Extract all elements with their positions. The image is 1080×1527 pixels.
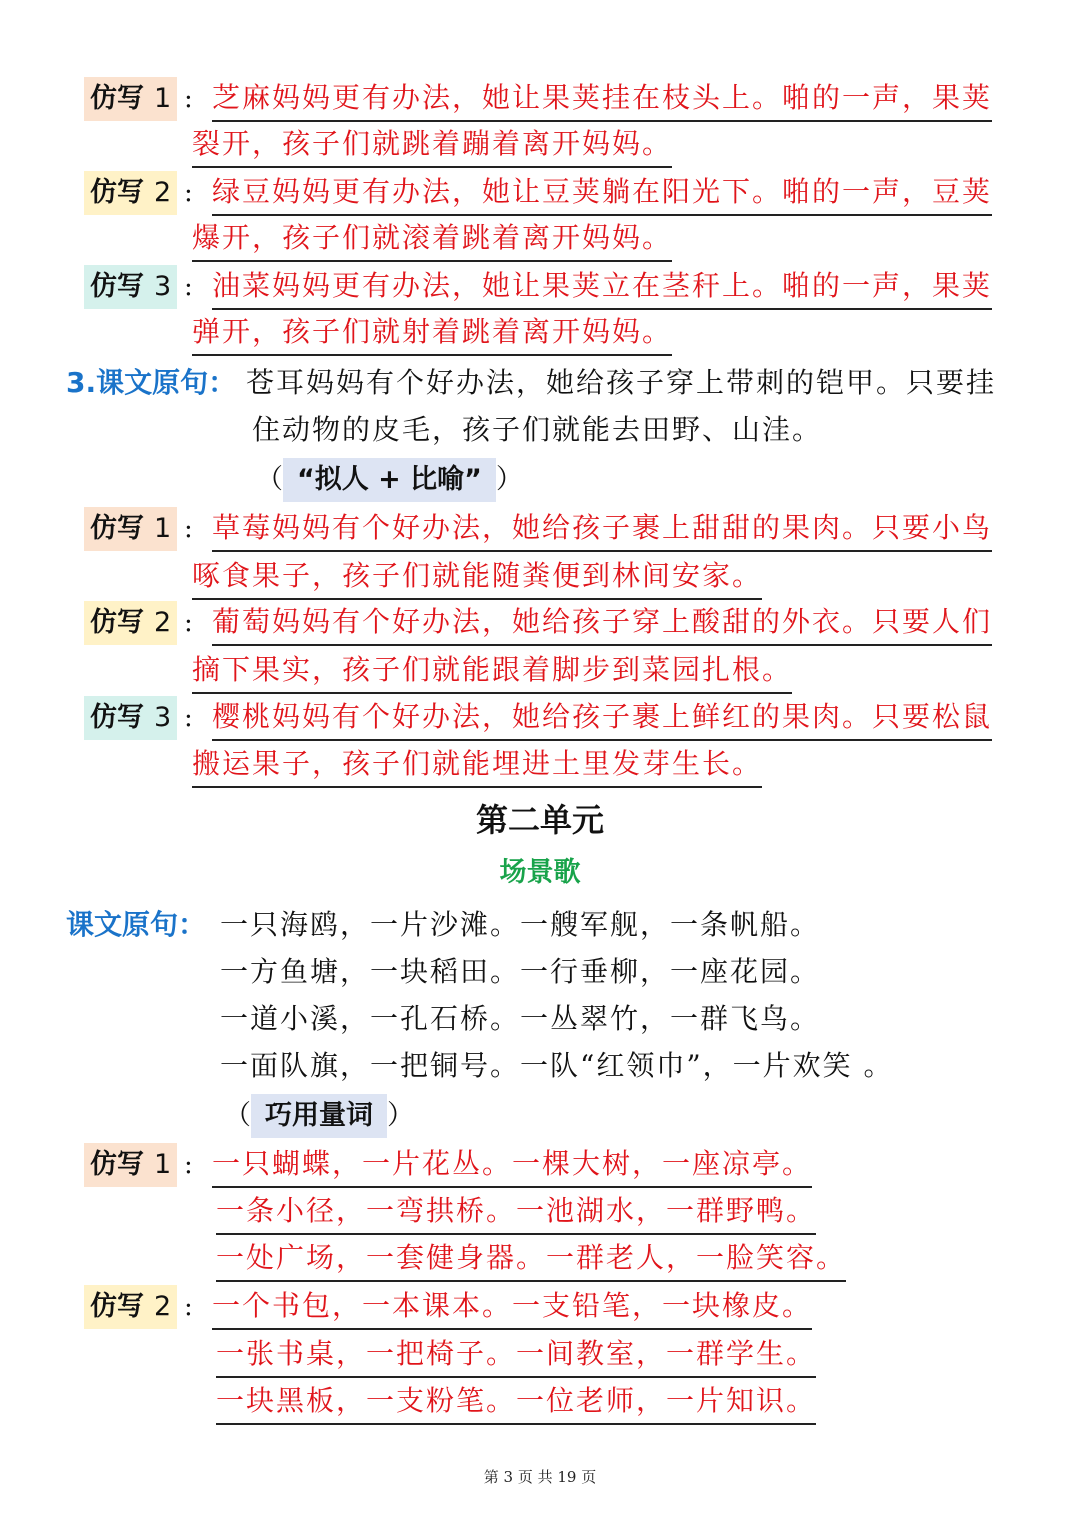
technique-hint-box: “拟人 + 比喻”	[283, 458, 496, 502]
colon: :	[184, 608, 193, 638]
imitation-line: 一条小径，一弯拱桥。一池湖水，一群野鸭。	[216, 1191, 816, 1235]
imitation-line: 樱桃妈妈有个好办法，她给孩子裹上鲜红的果肉。只要松鼠	[212, 697, 992, 741]
technique-hint-box: 巧用量词	[251, 1094, 387, 1138]
imitation-tag-number: 1	[154, 83, 172, 114]
colon: :	[184, 84, 193, 114]
imitation-tag-label: 仿写	[90, 83, 144, 114]
technique-hint	[256, 458, 523, 502]
colon: :	[184, 514, 193, 544]
imitation-tag	[84, 1285, 177, 1329]
lesson-title: 场景歌	[499, 857, 581, 888]
imitation-line: 弹开，孩子们就射着跳着离开妈妈。	[192, 312, 672, 356]
imitation-line: 一只蝴蝶，一片花丛。一棵大树，一座凉亭。	[212, 1144, 812, 1188]
imitation-tag-label: 仿写	[90, 702, 144, 733]
imitation-tag	[84, 601, 177, 645]
imitation-line: 一张书桌，一把椅子。一间教室，一群学生。	[216, 1334, 816, 1378]
colon: :	[184, 1292, 193, 1322]
imitation-tag	[84, 1143, 177, 1187]
hint-bracket-close: ）	[495, 464, 523, 495]
imitation-line: 一处广场，一套健身器。一群老人，一脸笑容。	[216, 1238, 846, 1282]
imitation-tag	[84, 77, 177, 121]
original-sentence-line: 一方鱼塘，一块稻田。一行垂柳，一座花园。	[220, 955, 821, 988]
imitation-tag-number: 2	[154, 607, 172, 638]
imitation-line: 芝麻妈妈更有办法，她让果荚挂在枝头上。啪的一声，果荚	[212, 78, 992, 122]
imitation-line: 爆开，孩子们就滚着跳着离开妈妈。	[192, 218, 672, 262]
imitation-line: 一个书包，一本课本。一支铅笔，一块橡皮。	[212, 1286, 812, 1330]
imitation-line: 摘下果实，孩子们就能跟着脚步到菜园扎根。	[192, 650, 792, 694]
imitation-tag-number: 3	[154, 271, 172, 302]
technique-hint	[224, 1094, 414, 1138]
hint-bracket-close: ）	[387, 1100, 414, 1131]
imitation-tag-number: 1	[154, 1149, 172, 1180]
imitation-tag-number: 2	[154, 177, 172, 208]
original-sentence-label: 课文原句：	[66, 908, 207, 941]
imitation-line: 裂开，孩子们就跳着蹦着离开妈妈。	[192, 124, 672, 168]
imitation-tag-label: 仿写	[90, 271, 144, 302]
imitation-tag-label: 仿写	[90, 1149, 144, 1180]
original-sentence-line: 一道小溪，一孔石桥。一丛翠竹，一群飞鸟。	[220, 1002, 821, 1035]
imitation-tag-label: 仿写	[90, 607, 144, 638]
imitation-tag	[84, 507, 177, 551]
page-footer: 第 3 页 共 19 页	[483, 1468, 597, 1486]
imitation-tag-label: 仿写	[90, 513, 144, 544]
imitation-tag-number: 2	[154, 1291, 172, 1322]
imitation-tag-label: 仿写	[90, 1291, 144, 1322]
original-sentence-label: 3.课文原句：	[66, 366, 237, 399]
colon: :	[184, 1150, 193, 1180]
unit-heading: 第二单元	[475, 801, 604, 839]
original-sentence-line: 住动物的皮毛，孩子们就能去田野、山洼。	[252, 413, 823, 446]
imitation-tag-label: 仿写	[90, 177, 144, 208]
colon: :	[184, 272, 193, 302]
imitation-tag	[84, 265, 177, 309]
imitation-line: 绿豆妈妈更有办法，她让豆荚躺在阳光下。啪的一声，豆荚	[212, 172, 992, 216]
imitation-line: 葡萄妈妈有个好办法，她给孩子穿上酸甜的外衣。只要人们	[212, 602, 992, 646]
original-sentence-line: 一面队旗，一把铜号。一队“红领巾”，一片欢笑 。	[220, 1049, 894, 1082]
original-sentence-line: 一只海鸥，一片沙滩。一艘军舰，一条帆船。	[220, 908, 821, 941]
imitation-tag-number: 3	[154, 702, 172, 733]
hint-bracket-open: （	[256, 464, 283, 495]
imitation-tag	[84, 696, 177, 740]
colon: :	[184, 703, 193, 733]
imitation-tag-number: 1	[154, 513, 172, 544]
imitation-line: 草莓妈妈有个好办法，她给孩子裹上甜甜的果肉。只要小鸟	[212, 508, 992, 552]
imitation-line: 啄食果子，孩子们就能随粪便到林间安家。	[192, 556, 762, 600]
imitation-tag	[84, 171, 177, 215]
imitation-line: 油菜妈妈更有办法，她让果荚立在茎秆上。啪的一声，果荚	[212, 266, 992, 310]
original-sentence-line: 苍耳妈妈有个好办法，她给孩子穿上带刺的铠甲。只要挂	[246, 366, 997, 399]
imitation-line: 一块黑板，一支粉笔。一位老师，一片知识。	[216, 1381, 816, 1425]
colon: :	[184, 178, 193, 208]
hint-bracket-open: （	[224, 1100, 251, 1131]
imitation-line: 搬运果子，孩子们就能埋进土里发芽生长。	[192, 744, 762, 788]
